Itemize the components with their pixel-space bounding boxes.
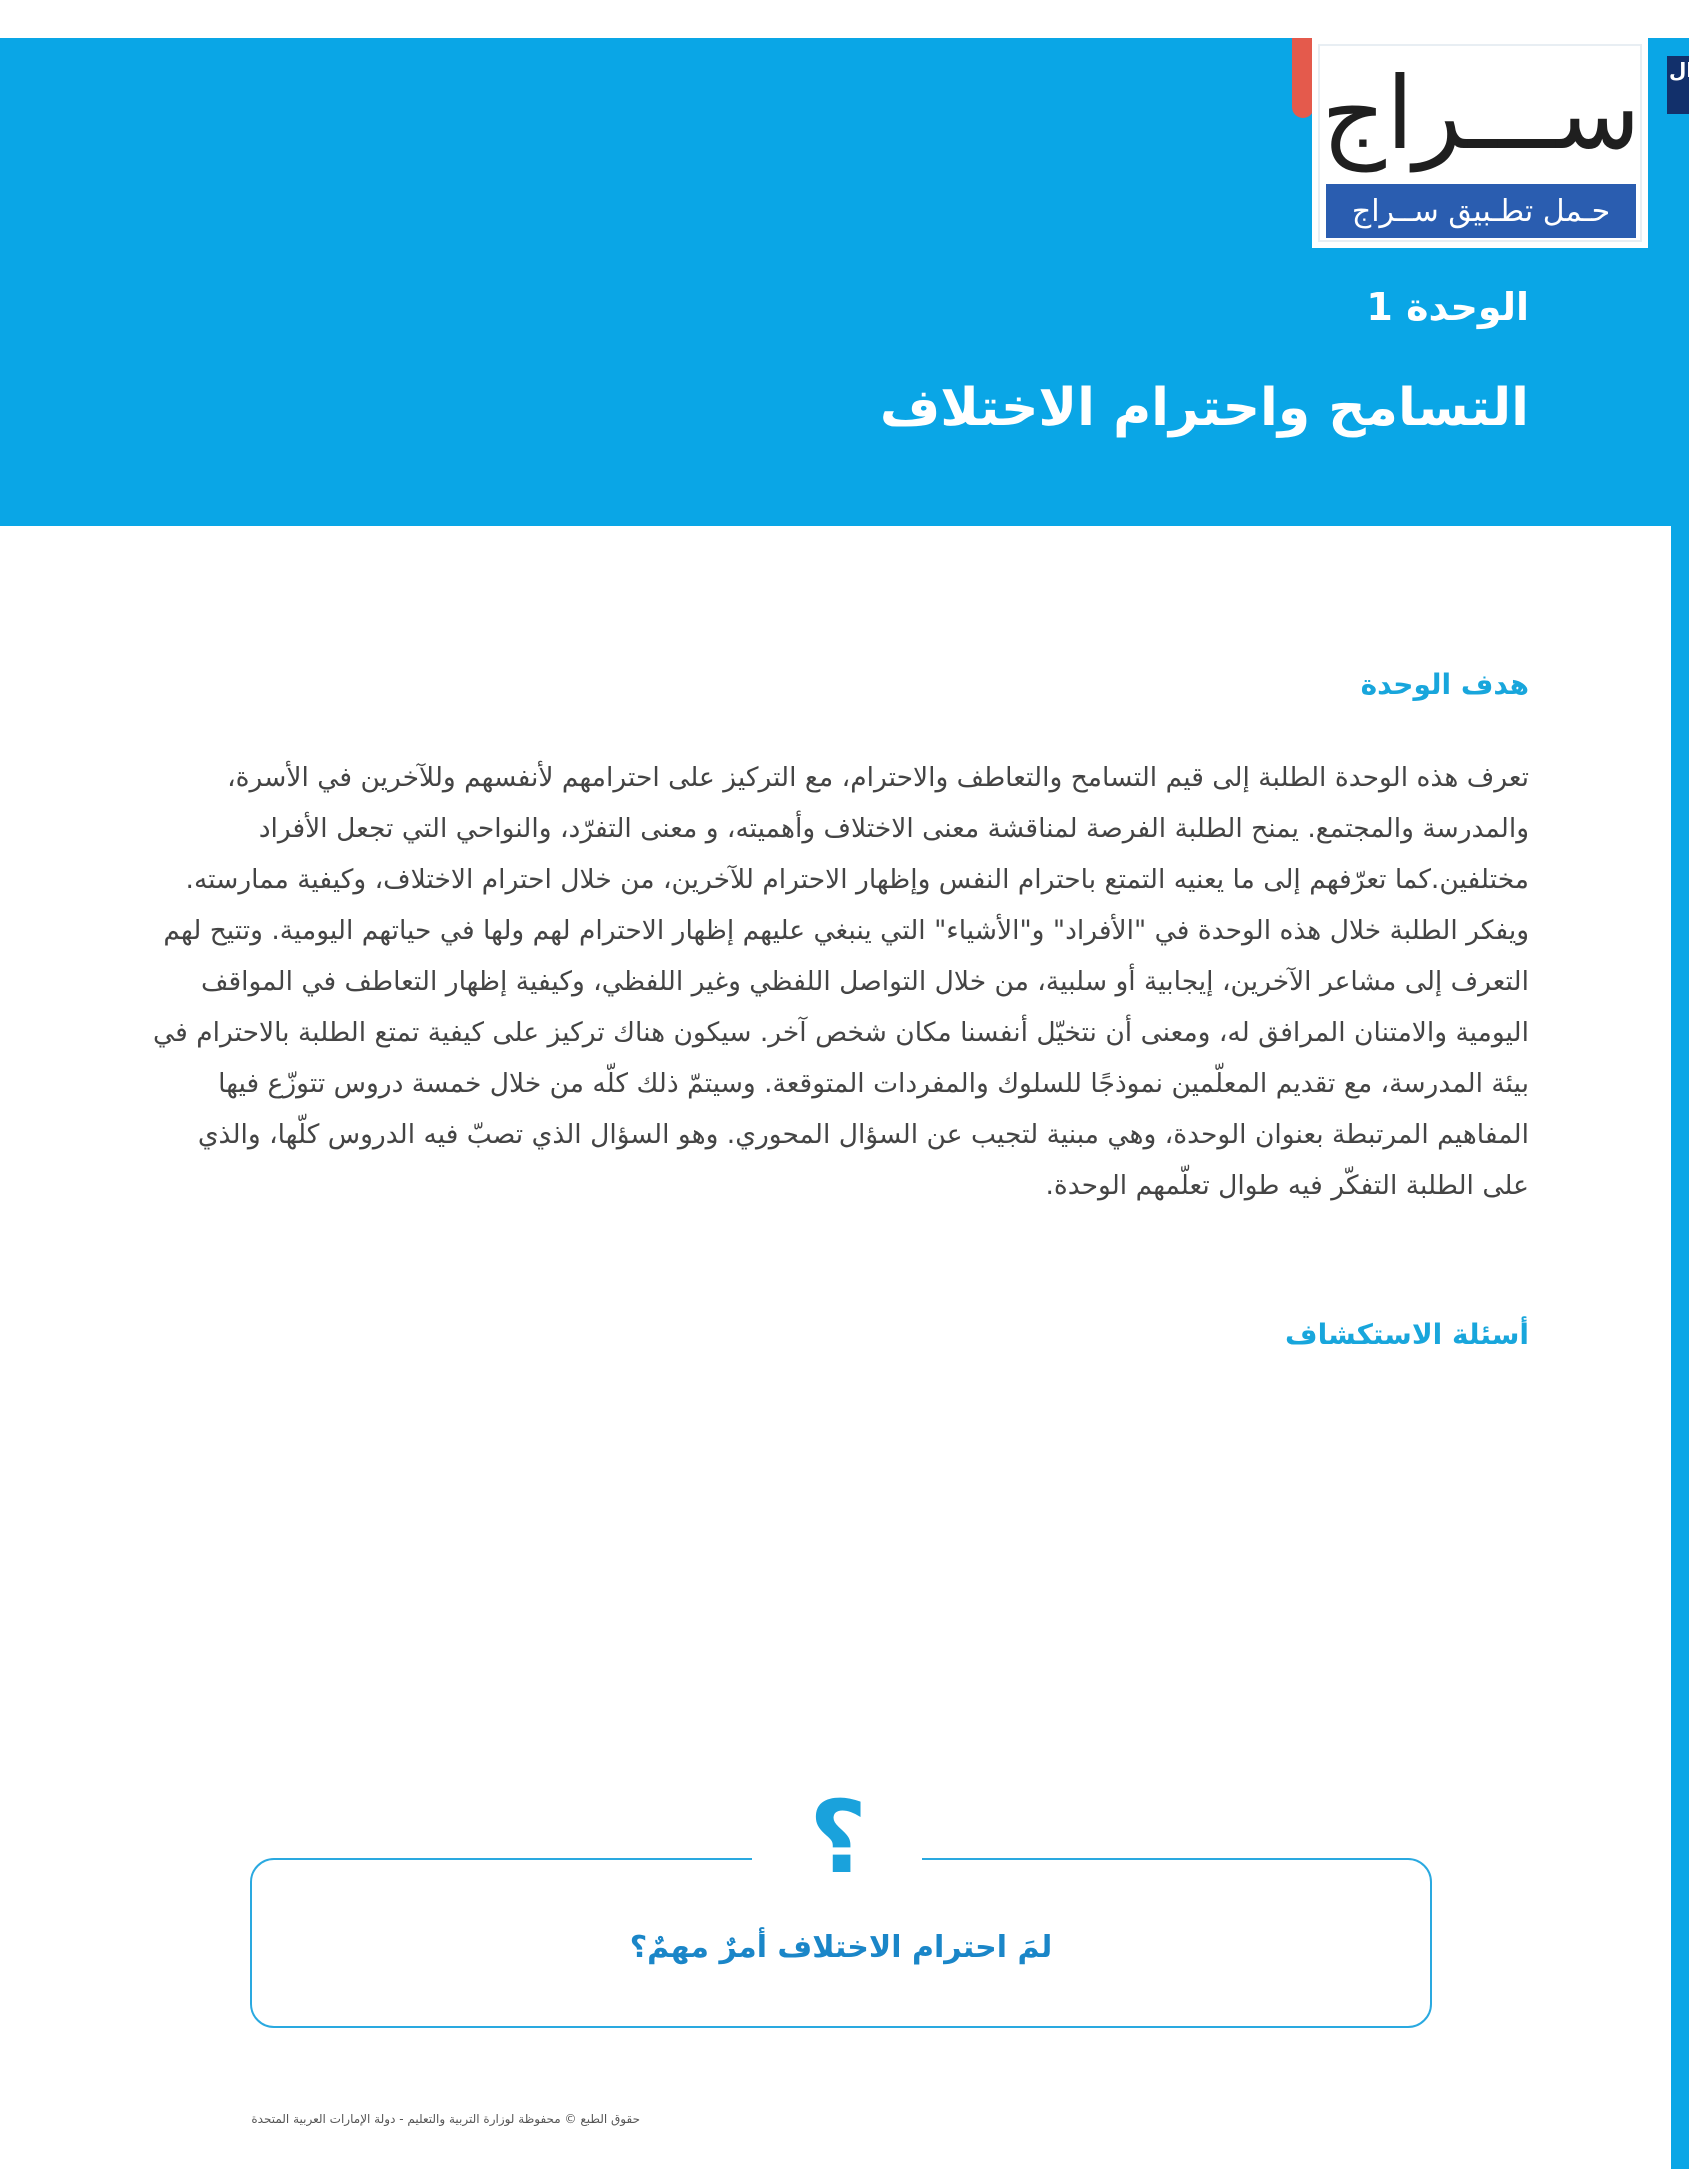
goal-heading: هدف الوحدة bbox=[1360, 668, 1529, 701]
top-margin bbox=[0, 0, 1689, 38]
siraj-logo-word: ســـراج bbox=[1321, 55, 1641, 172]
unit-number: الوحدة 1 bbox=[1366, 285, 1529, 329]
corner-tab bbox=[1667, 56, 1693, 114]
unit-title: التسامح واحترام الاختلاف bbox=[879, 378, 1529, 438]
right-edge-bar bbox=[1671, 38, 1689, 2169]
corner-label: ال bbox=[1669, 58, 1693, 82]
explore-heading: أسئلة الاستكشاف bbox=[1285, 1318, 1529, 1351]
siraj-logo-tagline: حـمل تطـبيق ســراج bbox=[1326, 184, 1636, 238]
red-accent-shape bbox=[1292, 38, 1314, 118]
essential-question-text: لمَ احترام الاختلاف أمرٌ مهمٌ؟ bbox=[629, 1930, 1053, 1965]
question-mark-icon: ؟ bbox=[808, 1779, 867, 1896]
goal-paragraph: تعرف هذه الوحدة الطلبة إلى قيم التسامح والتعاطف والاحترام، مع التركيز على احترامهم لأنفسهم وللآخرين في الأسرة، والمدرسة والمجتمع. يمنح الطلبة الفرصة لمناقشة معنى الاختلاف وأهميته، و معنى التفرّد، والنواحي التي تجعل الأفراد مختلفين.كما تعرّفهم إلى ما يعنيه التمتع باحترام النفس وإظهار الاحترام للآخرين، من خلال احترام الاختلاف، وكيفية ممارسته. ويفكر الطلبة خلال هذه الوحدة في "الأفراد" و"الأشياء" التي ينبغي عليهم إظهار الاحترام لهم ولها في حياتهم اليومية. وتتيح لهم التعرف إلى مشاعر الآخرين، إيجابية أو سلبية، من خلال التواصل اللفظي وغير اللفظي، وكيفية إظهار التعاطف في المواقف اليومية والامتنان المرافق له، ومعنى أن نتخيّل أنفسنا مكان شخص آخر. سيكون هناك تركيز على كيفية تمتع الطلبة بالاحترام في بيئة المدرسة، مع تقديم المعلّمين نموذجًا للسلوك والمفردات المتوقعة. وسيتمّ ذلك كلّه من خلال خمسة دروس تتوزّع فيها المفاهيم المرتبطة بعنوان الوحدة، وهي مبنية لتجيب عن السؤال المحوري. وهو السؤال الذي تصبّ فيه الدروس كلّها، والذي على الطلبة التفكّر فيه طوال تعلّمهم الوحدة. bbox=[153, 762, 1529, 1201]
footer-copyright: حقوق الطبع © محفوظة لوزارة التربية والتعليم - دولة الإمارات العربية المتحدة bbox=[251, 2112, 640, 2126]
siraj-logo[interactable] bbox=[1312, 38, 1648, 248]
